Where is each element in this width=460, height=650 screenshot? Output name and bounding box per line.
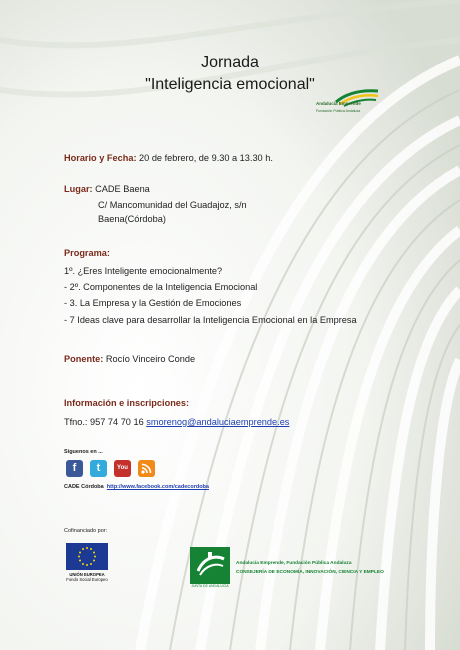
cade-row	[64, 484, 209, 490]
program-item: - 3. La Empresa y la Gestión de Emociones	[64, 298, 242, 308]
foundation-line-1: Andalucía Emprende, Fundación Pública Andaluza	[236, 561, 352, 566]
info-row	[64, 416, 289, 428]
phone-text: Tfno.: 957 74 70 16	[64, 417, 147, 427]
email-link[interactable]: smorenog@andaluciaemprende.es	[146, 417, 290, 427]
cofinanced-label: Cofinanciado por:	[64, 528, 108, 534]
twitter-icon[interactable]: t	[90, 460, 107, 477]
eu-caption-2: Fondo Social Europeo	[66, 577, 108, 582]
rss-glyph-icon	[138, 460, 155, 477]
facebook-cade-link[interactable]: http://www.facebook.com/cadecordoba	[106, 484, 209, 490]
speaker-label: Ponente:	[64, 354, 104, 364]
cade-label: CADE Córdoba	[64, 484, 104, 490]
rss-icon[interactable]	[138, 460, 155, 477]
junta-andalucia-logo	[190, 547, 230, 584]
foundation-line-2: CONSEJERÍA DE ECONOMÍA, INNOVACIÓN, CIENCIA Y EMPLEO	[236, 570, 384, 575]
speaker-value: Rocío Vinceiro Conde	[103, 354, 196, 364]
place-row	[64, 183, 150, 195]
logo-text-1: Andalucía Emprende	[316, 101, 361, 106]
eu-caption	[62, 572, 112, 582]
program-item: - 7 Ideas clave para desarrollar la Inteligencia Emocional en la Empresa	[64, 315, 357, 325]
junta-caption: JUNTA DE ANDALUCIA	[191, 584, 229, 588]
place-line-1: CADE Baena	[92, 184, 150, 194]
schedule-row	[64, 152, 273, 164]
title-line-1: Jornada	[201, 54, 259, 71]
info-label: Información e inscripciones:	[64, 398, 190, 408]
title-line-2: "Inteligencia emocional"	[145, 76, 315, 93]
andalucia-emprende-logo	[316, 88, 382, 122]
place-line-2: C/ Mancomunidad del Guadajoz, s/n	[98, 200, 247, 210]
speaker-row	[64, 353, 195, 365]
junta-emblem-icon	[190, 547, 230, 584]
program-label: Programa:	[64, 248, 110, 258]
program-item: - 2º. Componentes de la Inteligencia Emocional	[64, 282, 258, 292]
place-line-3: Baena(Córdoba)	[98, 214, 166, 224]
eu-flag-logo	[66, 543, 108, 570]
schedule-label: Horario y Fecha:	[64, 153, 137, 163]
logo-text-2: Fundación Pública Andaluza	[316, 109, 361, 113]
program-item: 1º. ¿Eres Inteligente emocionalmente?	[64, 266, 223, 276]
eu-stars-icon	[66, 543, 108, 570]
follow-label: Síguenos en ...	[64, 449, 103, 455]
schedule-value: 20 de febrero, de 9.30 a 13.30 h.	[136, 153, 273, 163]
facebook-icon[interactable]: f	[66, 460, 83, 477]
youtube-icon[interactable]: You	[114, 460, 131, 477]
eu-caption-1: UNIÓN EUROPEA	[69, 572, 105, 577]
place-label: Lugar:	[64, 184, 93, 194]
